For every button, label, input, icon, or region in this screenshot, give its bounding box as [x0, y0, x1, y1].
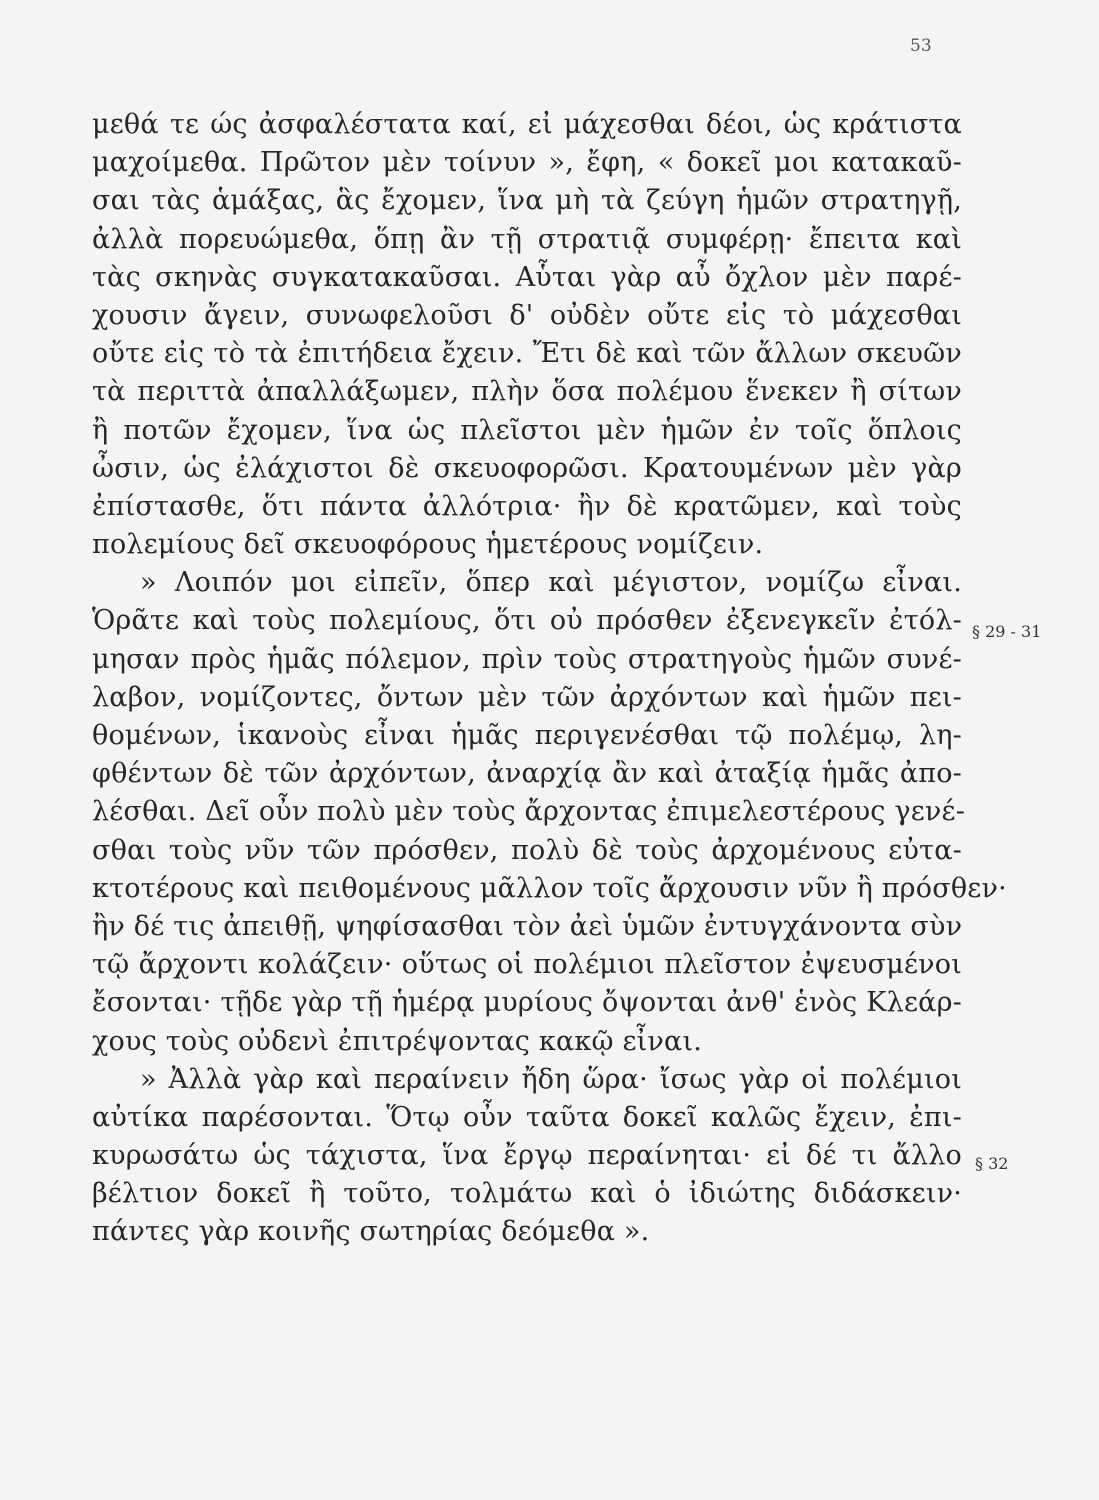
- text-line: μαχοίμεθα. Πρῶτον μὲν τοίνυν », ἔφη, « δοκεῖ μοι κατακαῦ-: [92, 147, 962, 179]
- paragraph-start-line: » Λοιπόν μοι εἰπεῖν, ὅπερ καὶ μέγιστον, νομίζω εἶναι.: [140, 567, 962, 599]
- text-line: μησαν πρὸς ἡμᾶς πόλεμον, πρὶν τοὺς στρατηγοὺς ἡμῶν συνέ-: [92, 643, 962, 675]
- text-line: σθαι τοὺς νῦν τῶν πρόσθεν, πολὺ δὲ τοὺς ἀρχομένους εὐτα-: [92, 834, 962, 866]
- text-line: λέσθαι. Δεῖ οὖν πολὺ μὲν τοὺς ἄρχοντας ἐπιμελεστέρους γενέ-: [92, 796, 966, 828]
- text-line: λαβον, νομίζοντες, ὄντων μὲν τῶν ἀρχόντων καὶ ἡμῶν πει-: [92, 681, 962, 713]
- text-line: ὦσιν, ὡς ἐλάχιστοι δὲ σκευοφορῶσι. Κρατουμένων μὲν γὰρ: [92, 452, 962, 484]
- text-line: ἔσονται· τῇδε γὰρ τῇ ἡμέρᾳ μυρίους ὄψονται ἀνθ' ἑνὸς Κλεάρ-: [92, 987, 962, 1019]
- text-line: βέλτιον δοκεῖ ἢ τοῦτο, τολμάτω καὶ ὁ ἰδιώτης διδάσκειν·: [92, 1178, 962, 1210]
- text-line: ἢν δέ τις ἀπειθῇ, ψηφίσασθαι τὸν ἀεὶ ὑμῶν ἐντυγχάνοντα σὺν: [92, 910, 963, 942]
- text-line: μεθά τε ώς ἀσφαλέστατα καί, εἰ μάχεσθαι δέοι, ὡς κράτιστα: [92, 109, 962, 140]
- text-line: κυρωσάτω ὡς τάχιστα, ἵνα ἔργῳ περαίνηται· εἰ δέ τι ἄλλο: [92, 1140, 962, 1172]
- margin-section-note: § 29 - 31: [972, 622, 1042, 641]
- text-line: χουσιν ἄγειν, συνωφελοῦσι δ' οὐδὲν οὔτε εἰς τὸ μάχεσθαι: [92, 299, 962, 331]
- text-line: ἢ ποτῶν ἔχομεν, ἵνα ὡς πλεῖστοι μὲν ἡμῶν ἐν τοῖς ὅπλοις: [92, 414, 962, 446]
- text-line: πολεμίους δεῖ σκευοφόρους ἡμετέρους νομίζειν.: [92, 529, 764, 561]
- text-line: σαι τὰς ἁμάξας, ἃς ἔχομεν, ἵνα μὴ τὰ ζεύγη ἡμῶν στρατηγῇ,: [92, 185, 962, 217]
- text-line: θομένων, ἱκανοὺς εἶναι ἡμᾶς περιγενέσθαι τῷ πολέμῳ, λη-: [92, 720, 962, 751]
- text-line: αὐτίκα παρέσονται. Ὅτῳ οὖν ταῦτα δοκεῖ καλῶς ἔχειν, ἐπι-: [92, 1101, 962, 1133]
- text-line: κτοτέρους καὶ πειθομένους μᾶλλον τοῖς ἄρχουσιν νῦν ἢ πρόσθεν·: [92, 872, 1007, 904]
- text-line: πάντες γὰρ κοινῆς σωτηρίας δεόμεθα ».: [92, 1216, 650, 1248]
- margin-section-note: § 32: [975, 1154, 1009, 1173]
- text-line: φθέντων δὲ τῶν ἀρχόντων, ἀναρχίᾳ ἂν καὶ ἀταξίᾳ ἡμᾶς ἀπο-: [92, 758, 962, 790]
- text-line: ἀλλὰ πορευώμεθα, ὅπῃ ἂν τῇ στρατιᾷ συμφέρῃ· ἔπειτα καὶ: [92, 223, 962, 255]
- text-line: τὰς σκηνὰς συγκατακαῦσαι. Αὗται γὰρ αὖ ὄχλον μὲν παρέ-: [92, 261, 962, 293]
- text-line: τῷ ἄρχοντι κολάζειν· οὕτως οἱ πολέμιοι πλεῖστον ἐψευσμένοι: [92, 949, 962, 981]
- text-line: χους τοὺς οὐδενὶ ἐπιτρέψοντας κακῷ εἶναι.: [92, 1025, 703, 1057]
- text-line: τὰ περιττὰ ἀπαλλάξωμεν, πλὴν ὅσα πολέμου ἕνεκεν ἢ σίτων: [92, 376, 962, 408]
- text-line: οὔτε εἰς τὸ τὰ ἐπιτήδεια ἔχειν. Ἔτι δὲ καὶ τῶν ἄλλων σκευῶν: [92, 338, 962, 370]
- text-line: ἐπίστασθε, ὅτι πάντα ἀλλότρια· ἢν δὲ κρατῶμεν, καὶ τοὺς: [92, 490, 962, 522]
- page-number: 53: [910, 36, 932, 56]
- text-line: Ὁρᾶτε καὶ τοὺς πολεμίους, ὅτι οὐ πρόσθεν ἐξενεγκεῖν ἐτόλ-: [92, 605, 962, 637]
- paragraph-start-line: » Ἀλλὰ γὰρ καὶ περαίνειν ἤδη ὥρα· ἴσως γὰρ οἱ πολέμιοι: [140, 1063, 962, 1095]
